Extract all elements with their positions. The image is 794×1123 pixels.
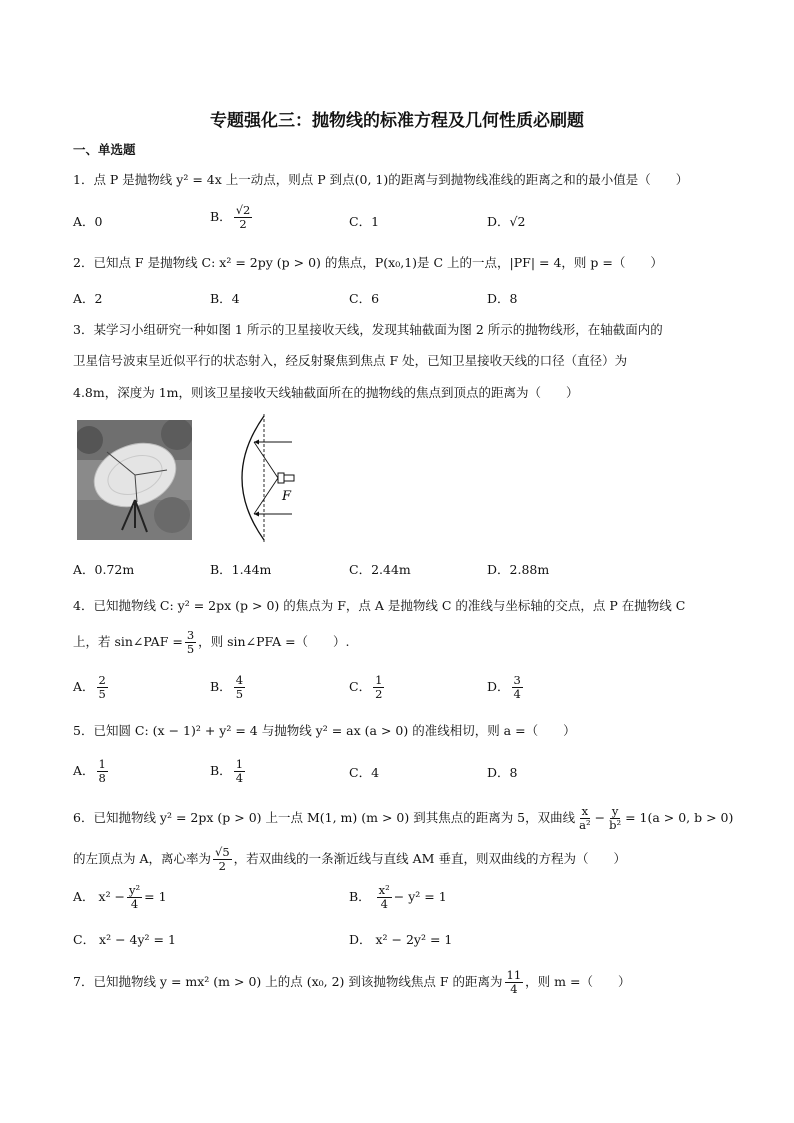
question-6-line-2: 的左顶点为 A，离心率为 $\frac{√5}{2}$ ，若双曲线的一条渐近线与直线 AM 垂直，则双曲线的方程为（ ） bbox=[73, 845, 626, 873]
question-3-line-1: 3．某学习小组研究一种如图 1 所示的卫星接收天线，发现其轴截面为图 2 所示的抛物线形，在轴截面内的 bbox=[73, 322, 663, 337]
q2-option-c: C．6 bbox=[349, 291, 380, 306]
q2-option-b: B．4 bbox=[210, 291, 240, 306]
q5-option-c: C．4 bbox=[349, 765, 380, 780]
parabola-cross-section-diagram bbox=[226, 412, 314, 544]
question-5-stem: 5．已知圆 C: (x − 1)² + y² = 4 与抛物线 y² = ax (a > 0) 的准线相切，则 a =（ ） bbox=[73, 723, 576, 738]
q1-option-a: A．0 bbox=[73, 214, 103, 229]
question-4-line-2: 上，若 sin∠PAF = $\frac{3}{5}$ ，则 sin∠PFA =（ ）. bbox=[73, 628, 350, 656]
q6-option-b: B． $\frac{\text{x²}}{4}$ − y² = 1 bbox=[349, 883, 447, 911]
q4-option-a: A． $\frac{2}{5}$ bbox=[73, 673, 106, 701]
section-heading: 一、单选题 bbox=[73, 142, 136, 157]
q4-option-c: C． $\frac{1}{2}$ bbox=[349, 673, 383, 701]
q5-option-b: B． $\frac{1}{4}$ bbox=[210, 757, 244, 785]
focus-label: F bbox=[282, 489, 292, 504]
q6-option-c: C． x² − 4y² = 1 bbox=[73, 932, 176, 947]
question-4-line-1: 4．已知抛物线 C: y² = 2px (p > 0) 的焦点为 F，点 A 是抛物线 C 的准线与坐标轴的交点，点 P 在抛物线 C bbox=[73, 598, 686, 613]
q3-option-d: D．2.88m bbox=[487, 562, 550, 577]
question-1-stem: 1．点 P 是抛物线 y² = 4x 上一动点，则点 P 到点(0, 1)的距离与到抛物线准线的距离之和的最小值是（ ） bbox=[73, 172, 689, 187]
q1-option-c: C．1 bbox=[349, 214, 380, 229]
q6-option-d: D． x² − 2y² = 1 bbox=[349, 932, 453, 947]
q1-option-d: D．√2 bbox=[487, 214, 526, 229]
q2-option-d: D．8 bbox=[487, 291, 518, 306]
question-7-stem: 7．已知抛物线 y = mx² (m > 0) 上的点 (x₀, 2) 到该抛物线焦点 F 的距离为 $\frac{11}{4}$ ，则 m =（ ） bbox=[73, 968, 631, 996]
q3-option-a: A．0.72m bbox=[73, 562, 135, 577]
q5-option-d: D．8 bbox=[487, 765, 518, 780]
page-title: 专题强化三：抛物线的标准方程及几何性质必刷题 bbox=[210, 111, 584, 131]
q4-option-b: B． $\frac{4}{5}$ bbox=[210, 673, 244, 701]
q5-option-a: A． $\frac{1}{8}$ bbox=[73, 757, 106, 785]
satellite-dish-photo bbox=[77, 420, 192, 540]
question-3-line-2: 卫星信号波束呈近似平行的状态射入，经反射聚焦到焦点 F 处，已知卫星接收天线的口径（直径）为 bbox=[73, 353, 628, 368]
question-6-line-1: 6．已知抛物线 y² = 2px (p > 0) 上一点 M(1, m) (m > 0) 到其焦点的距离为 5，双曲线 $\frac{x}{\text{a²}}$ − $\frac{y}{\text{b²}}$ = 1(a > 0, b > 0) bbox=[73, 804, 734, 832]
q1-option-b: B． $\frac{√2}{2}$ bbox=[210, 203, 251, 231]
q3-option-c: C．2.44m bbox=[349, 562, 411, 577]
q6-option-a: A． x² − $\frac{\text{y²}}{4}$ = 1 bbox=[73, 883, 167, 911]
question-3-line-3: 4.8m，深度为 1m，则该卫星接收天线轴截面所在的抛物线的焦点到顶点的距离为（ ） bbox=[73, 385, 579, 400]
q4-option-d: D． $\frac{3}{4}$ bbox=[487, 673, 521, 701]
q2-option-a: A．2 bbox=[73, 291, 103, 306]
q3-option-b: B．1.44m bbox=[210, 562, 272, 577]
question-2-stem: 2．已知点 F 是抛物线 C: x² = 2py (p > 0) 的焦点，P(x₀,1)是 C 上的一点，|PF| = 4，则 p =（ ） bbox=[73, 255, 663, 270]
